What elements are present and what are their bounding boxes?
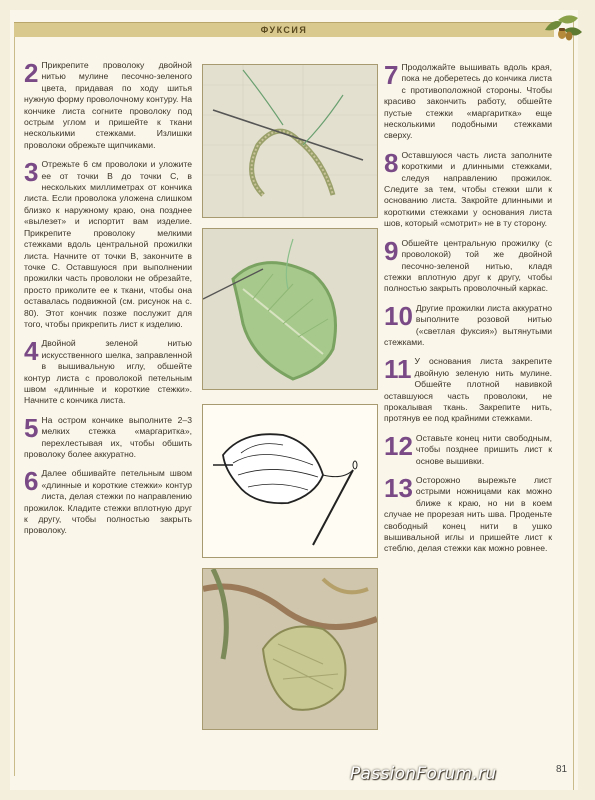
step-item bbox=[384, 62, 552, 142]
step-text: Обшейте центральную прожилку (с проволокой) той же двойной песочно-зеленой нитью, кладя стежки вплотную друг к другу, чтобы полностью закрыть проволочный каркас. bbox=[384, 237, 552, 294]
step-text: Оставьте конец нити свободным, чтобы позднее пришить лист к основе вышивки. bbox=[415, 432, 552, 466]
step-text: У основания листа закрепите двойную зеленую нить мулине. Обшейте плотной навивкой оставшуюся часть проволоки, не прокалывая ткань. Закрепите нить, протянув ее под крайними стежками. bbox=[384, 356, 552, 424]
step-number: 7 bbox=[384, 60, 399, 90]
page-header bbox=[14, 22, 554, 37]
step-text: На остром кончике выполните 2–3 мелких стежка «маргаритка», перехлестывая их, чтобы обшить проволоку более аккуратно. bbox=[24, 414, 192, 459]
step-item bbox=[24, 412, 192, 461]
leaf-needle-illustration bbox=[202, 404, 378, 558]
step-number: 4 bbox=[24, 336, 39, 367]
step-text: Другие прожилки листа аккуратно выполните розовой нитью («светлая фуксия») вытянутыми стежками. bbox=[384, 302, 552, 347]
step-number: 11 bbox=[384, 354, 412, 385]
photo-finished-leaf bbox=[202, 568, 378, 730]
step-text: Осторожно вырежьте лист острыми ножницами как можно ближе к краю, но ни в коем случае не прорезая нить шва. Проденьте свободный конец нити в ушко вышивальной иглы и пришейте лист к стеблю, делая стежки как можно ровнее. bbox=[384, 475, 552, 554]
left-column bbox=[24, 60, 192, 545]
step-item bbox=[384, 300, 552, 349]
step-number: 8 bbox=[384, 147, 399, 178]
page-frame-line bbox=[573, 20, 574, 790]
page-title: ФУКСИЯ bbox=[260, 25, 308, 35]
step-number: 2 bbox=[24, 58, 39, 88]
step-item bbox=[384, 356, 552, 424]
step-item bbox=[384, 475, 552, 555]
step-number: 3 bbox=[24, 157, 39, 188]
photo-wire-outline bbox=[202, 64, 378, 218]
step-text: Прикрепите проволоку двойной нитью мулине песочно-зеленого цвета, придавая по ходу шитья нужную форму проволочному контуру. На кончике листа согните проволоку под острым углом и пришейте к ткани несколькими стежками. Излишки проволоки обрежьте щипчиками. bbox=[24, 60, 192, 150]
step-item bbox=[24, 159, 192, 330]
step-item bbox=[24, 60, 192, 151]
step-item bbox=[384, 235, 552, 295]
right-column bbox=[384, 62, 552, 563]
step-text: Отрежьте 6 см проволоки и уложите ее от точки В до точки С, в нескольких миллиметрах от кончика листа. Если проволока уложена слишком близко к наружному краю, она позднее «вылезет» и испортит вам изделие. Прикрепите проволоку мелкими стежками вдоль центральной прожилки листа. Начните от точки В, закончите в точке С. Оставшуюся при выполнении прожилки часть проволоки не обрезайте, просто приколите ее к ткани, чтобы она оставалась подвижной (см. рисунок на с. 80). Этот кончик позже послужит для того, чтобы прикрепить лист к изделию. bbox=[24, 159, 192, 329]
watermark: PassionForum.ru bbox=[350, 764, 497, 784]
step-text: Оставшуюся часть листа заполните короткими и длинными стежками, следуя направлению прожилок. Следите за тем, чтобы стежки шли к основанию листа. Закройте длинными и короткими стежками у основания листа шов, который «смотрит» не в ту сторону. bbox=[384, 149, 552, 229]
step-text: Далее обшивайте петельным швом «длинные и короткие стежки» контур листа, делая стежки по направлению прожилок. Кладите стежки вплотную друг к другу, чтобы полностью закрыть проволоку. bbox=[24, 468, 192, 536]
step-number: 10 bbox=[384, 300, 413, 331]
step-number: 9 bbox=[384, 235, 399, 266]
step-number: 5 bbox=[24, 412, 39, 443]
step-number: 12 bbox=[384, 430, 413, 461]
step-text: Продолжайте вышивать вдоль края, пока не доберетесь до кончика листа с противоположной стороны. Чтобы красиво закончить работу, обшейте пустые стежки «маргаритка» еще несколькими подобными стежками сверху. bbox=[384, 62, 552, 141]
step-item bbox=[384, 430, 552, 467]
step-item bbox=[24, 468, 192, 536]
step-item bbox=[384, 147, 552, 230]
photo-leaf-stitching bbox=[202, 228, 378, 390]
step-number: 13 bbox=[384, 473, 413, 503]
acorn-leaf-icon bbox=[540, 12, 585, 47]
step-item bbox=[24, 338, 192, 406]
page-number: 81 bbox=[556, 764, 568, 775]
step-number: 6 bbox=[24, 466, 39, 497]
step-text: Двойной зеленой нитью искусственного шелка, заправленной в вышивальную иглу, обшейте контур листа с проволокой петельным швом «длинные и короткие стежки». Начните с кончика листа. bbox=[24, 338, 192, 406]
page-frame-line bbox=[14, 36, 15, 776]
